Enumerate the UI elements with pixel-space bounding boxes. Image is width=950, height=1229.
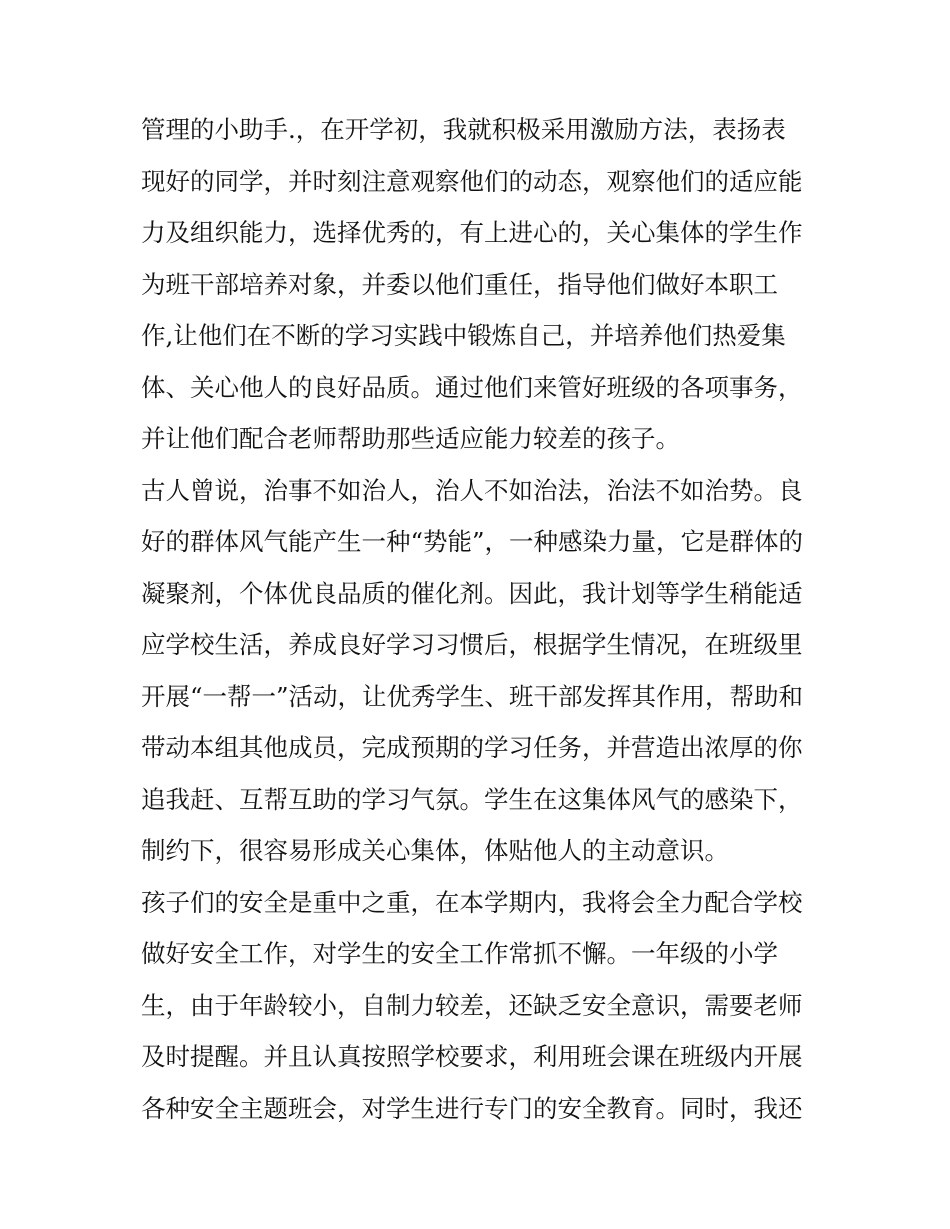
text-line: 制约下，很容易形成关心集体，体贴他人的主动意识。 — [141, 836, 729, 865]
text-line: 追我赶、互帮互助的学习气氛。学生在这集体风气的感染下， — [141, 784, 803, 814]
text-line: 带动本组其他成员，完成预期的学习任务，并营造出浓厚的你 — [141, 733, 803, 762]
text-line: 各种安全主题班会，对学生进行专门的安全教育。同时，我还 — [141, 1093, 803, 1123]
text-line: 现好的同学，并时刻注意观察他们的动态，观察他们的适应能 — [141, 166, 803, 196]
text-line: 为班干部培养对象，并委以他们重任，指导他们做好本职工 — [141, 269, 778, 299]
text-line: 应学校生活，养成良好学习习惯后，根据学生情况，在班级里 — [141, 630, 803, 659]
text-line: 做好安全工作，对学生的安全工作常抓不懈。一年级的小学 — [141, 939, 778, 968]
text-line: 好的群体风气能产生一种“势能”，一种感染力量，它是群体的 — [141, 527, 804, 556]
text-line: 并让他们配合老师帮助那些适应能力较差的孩子。 — [141, 424, 680, 453]
text-line: 及时提醒。并且认真按照学校要求，利用班会课在班级内开展 — [141, 1042, 803, 1071]
text-line: 生，由于年龄较小，自制力较差，还缺乏安全意识，需要老师 — [141, 990, 803, 1020]
text-line: 孩子们的安全是重中之重，在本学期内，我将会全力配合学校 — [141, 887, 803, 917]
document-body — [141, 104, 821, 1134]
text-line: 开展“一帮一”活动，让优秀学生、班干部发挥其作用，帮助和 — [141, 681, 804, 711]
text-line: 古人曾说，治事不如治人，治人不如治法，治法不如治势。良 — [141, 475, 803, 505]
text-line: 作,让他们在不断的学习实践中锻炼自己，并培养他们热爱集 — [141, 321, 786, 350]
text-line: 力及组织能力，选择优秀的，有上进心的，关心集体的学生作 — [141, 218, 803, 247]
text-line: 体、关心他人的良好品质。通过他们来管好班级的各项事务， — [141, 372, 803, 402]
text-line: 凝聚剂，个体优良品质的催化剂。因此，我计划等学生稍能适 — [141, 578, 803, 608]
text-line: 管理的小助手.，在开学初，我就积极采用激励方法，表扬表 — [141, 115, 786, 144]
